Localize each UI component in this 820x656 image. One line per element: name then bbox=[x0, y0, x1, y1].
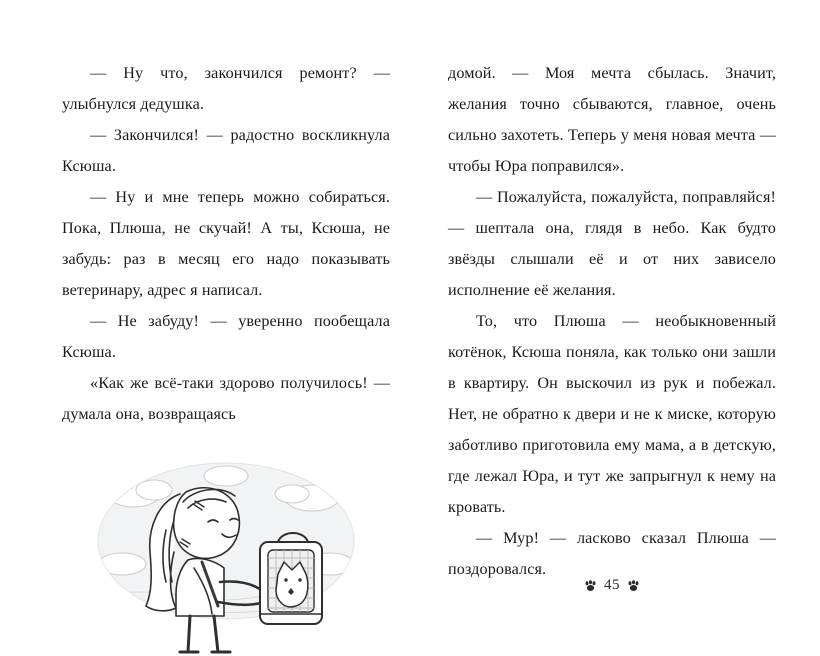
paragraph: «Как же всё-таки здорово получилось! — думала она, возвращаясь bbox=[62, 374, 390, 423]
paragraph: — Ну и мне теперь можно собираться. Пока, Плюша, не скучай! А ты, Ксюша, не забудь: раз в месяц его надо показывать ветеринару, адрес я написал. bbox=[62, 188, 390, 299]
paragraph: — Пожалуйста, пожалуйста, поправляйся! — шептала она, глядя в небо. Как будто звёзды слышали её и от них зависело исполнение её желания. bbox=[448, 188, 776, 299]
paw-icon-left bbox=[584, 580, 597, 592]
page-footer bbox=[448, 577, 776, 594]
left-column bbox=[62, 58, 390, 616]
page-number: 45 bbox=[604, 577, 620, 593]
paragraph: домой. — Моя мечта сбылась. Значит, желания точно сбываются, главное, очень сильно захотеть. Теперь у меня новая мечта — чтобы Юра поправился». bbox=[448, 64, 776, 175]
paragraph: — Закончился! — радостно воскликнула Ксюша. bbox=[62, 126, 390, 175]
paragraph: — Не забуду! — уверенно пообещала Ксюша. bbox=[62, 312, 390, 361]
illustration-girl-with-backpack bbox=[62, 446, 390, 656]
paragraph: — Ну что, закончился ремонт? — улыбнулся дедушка. bbox=[62, 64, 390, 113]
paw-icon-right bbox=[627, 580, 640, 592]
right-column bbox=[448, 58, 776, 616]
paragraph: — Мур! — ласково сказал Плюша — поздоровался. bbox=[448, 529, 776, 578]
paragraph: То, что Плюша — необыкновенный котёнок, Ксюша поняла, как только они зашли в квартиру. Он выскочил из рук и побежал. Нет, не обратно к двери и не к миске, которую заботливо приготовила ему мама, а в детскую, где лежал Юра, и тут же запрыгнул к нему на кровать. bbox=[448, 312, 776, 516]
